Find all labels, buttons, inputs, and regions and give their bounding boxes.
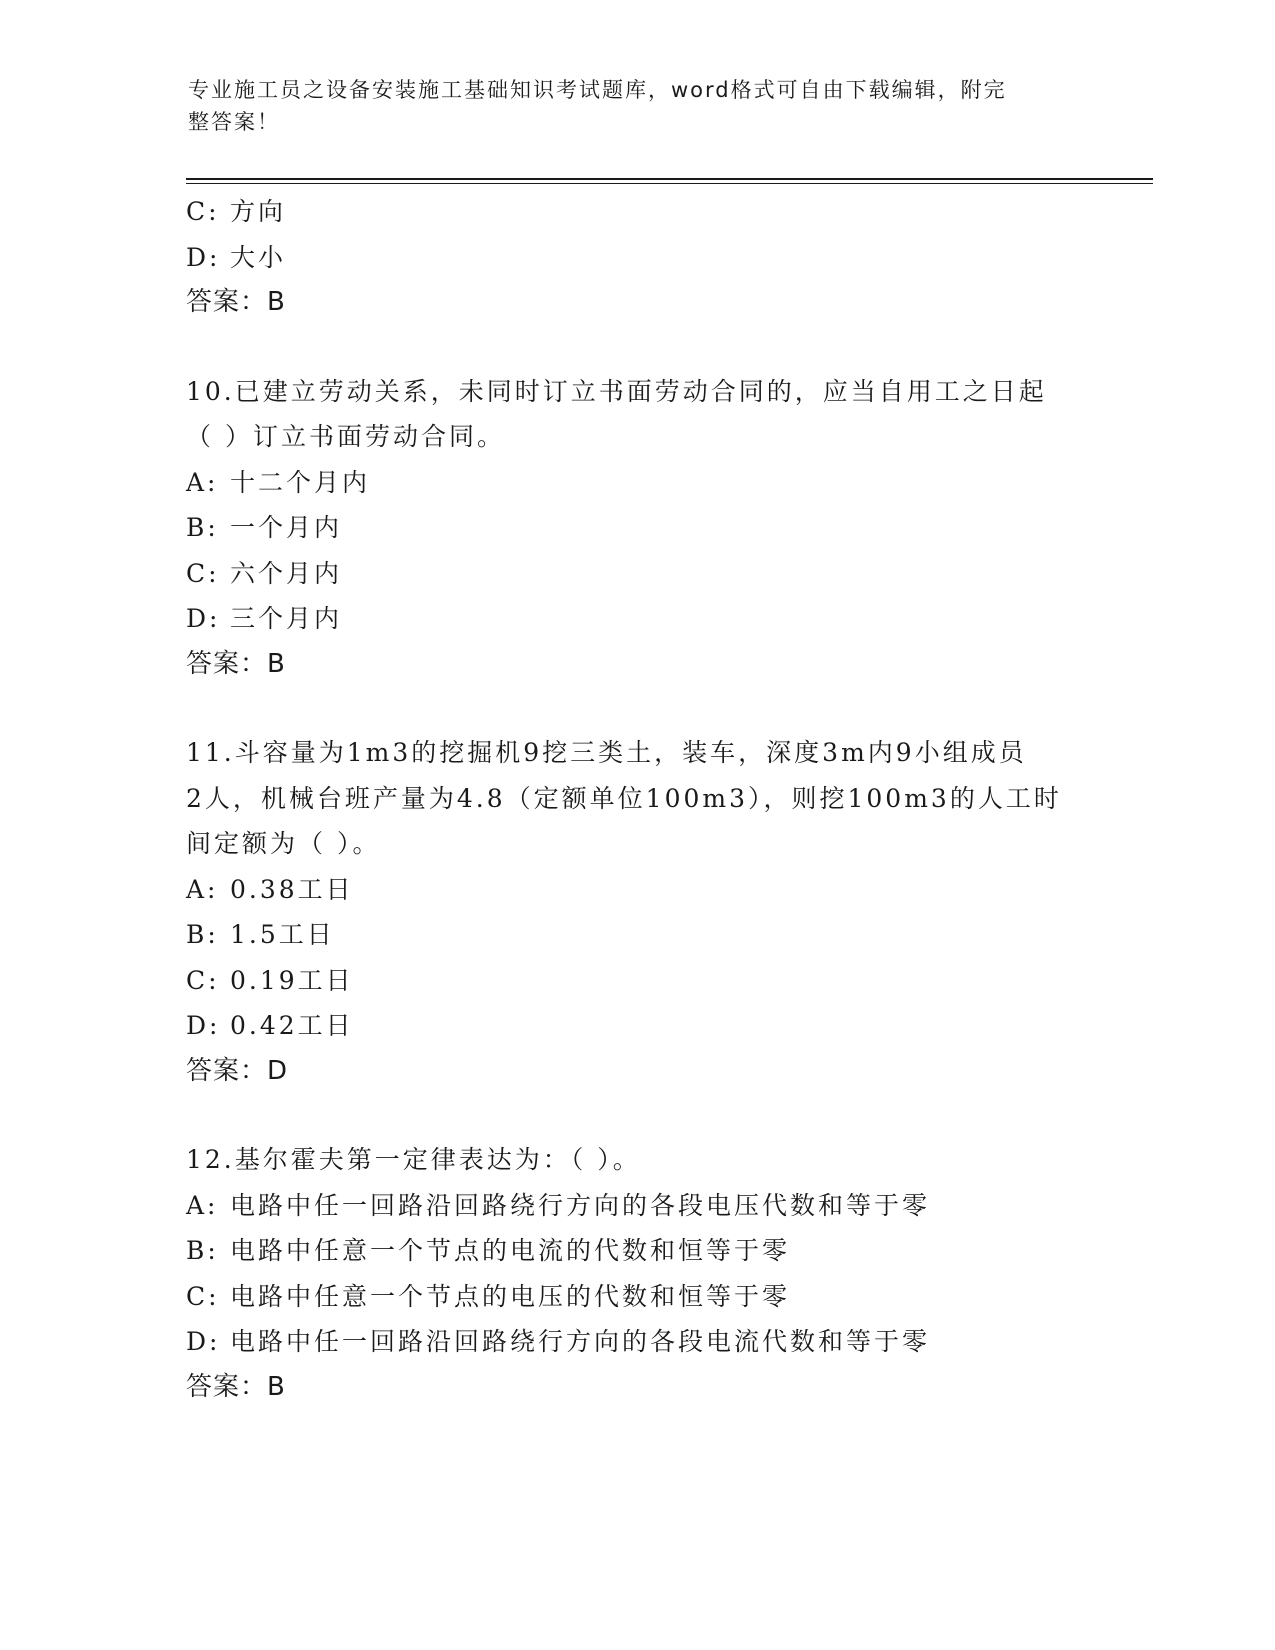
option-key: C: bbox=[186, 558, 220, 588]
option-a bbox=[186, 867, 1086, 913]
option-c bbox=[186, 189, 1086, 235]
question-stem-line: 间定额为（ ）。 bbox=[186, 829, 381, 858]
option-a bbox=[186, 1183, 1086, 1229]
header-line-2: 整答案！ bbox=[188, 110, 280, 134]
option-key: A: bbox=[186, 1190, 219, 1220]
option-c bbox=[186, 1274, 1086, 1320]
question-stem-line: 12.基尔霍夫第一定律表达为：（ ）。 bbox=[186, 1145, 641, 1174]
question-11 bbox=[186, 730, 1086, 1094]
option-text: 电路中任意一个节点的电压的代数和恒等于零 bbox=[230, 1281, 791, 1311]
question-12 bbox=[186, 1137, 1086, 1410]
option-key: C: bbox=[186, 965, 220, 995]
option-text: 0.19工日 bbox=[230, 965, 354, 995]
option-c bbox=[186, 551, 1086, 597]
option-d bbox=[186, 235, 1086, 281]
header-divider-thick bbox=[186, 178, 1153, 180]
option-d bbox=[186, 1319, 1086, 1365]
option-key: B: bbox=[186, 1236, 219, 1265]
option-text: 0.42工日 bbox=[230, 1011, 354, 1040]
question-stem-line: （ ）订立书面劳动合同。 bbox=[186, 422, 505, 451]
option-key: A: bbox=[186, 467, 219, 497]
header-divider-thin bbox=[186, 183, 1153, 184]
option-text: 电路中任一回路沿回路绕行方向的各段电压代数和等于零 bbox=[230, 1190, 931, 1220]
option-text: 0.38工日 bbox=[230, 874, 354, 904]
option-text: 一个月内 bbox=[230, 513, 343, 542]
question-stem-line: 2人，机械台班产量为4.8（定额单位100m3），则挖100m3的人工时 bbox=[186, 783, 1062, 813]
option-a bbox=[186, 460, 1086, 506]
option-key: C: bbox=[186, 197, 220, 226]
option-text: 六个月内 bbox=[230, 558, 343, 588]
option-c bbox=[186, 958, 1086, 1004]
option-key: B: bbox=[186, 513, 219, 542]
answer-line: 答案：B bbox=[186, 648, 286, 679]
option-d bbox=[186, 1003, 1086, 1049]
option-text: 十二个月内 bbox=[230, 467, 371, 497]
option-text: 电路中任意一个节点的电流的代数和恒等于零 bbox=[230, 1236, 791, 1265]
option-key: D: bbox=[186, 604, 221, 633]
option-text: 电路中任一回路沿回路绕行方向的各段电流代数和等于零 bbox=[230, 1327, 931, 1356]
option-text: 三个月内 bbox=[230, 604, 343, 633]
question-stem-line: 11.斗容量为1m3的挖掘机9挖三类土，装车，深度3m内9小组成员 bbox=[186, 738, 1027, 767]
option-d bbox=[186, 596, 1086, 642]
option-b bbox=[186, 912, 1086, 958]
header-line-1: 专业施工员之设备安装施工基础知识考试题库，word格式可自由下载编辑，附完 bbox=[188, 78, 1007, 102]
question-stem-line: 10.已建立劳动关系，未同时订立书面劳动合同的，应当自用工之日起 bbox=[186, 376, 1047, 406]
prev-question bbox=[186, 189, 1086, 326]
question-list bbox=[186, 189, 1086, 1410]
answer-line: 答案：D bbox=[186, 1055, 289, 1086]
option-key: D: bbox=[186, 242, 221, 272]
answer-line: 答案：B bbox=[186, 287, 286, 317]
option-key: D: bbox=[186, 1011, 221, 1040]
question-10 bbox=[186, 369, 1086, 688]
option-b bbox=[186, 505, 1086, 551]
option-text: 方向 bbox=[230, 197, 287, 226]
option-key: D: bbox=[186, 1327, 221, 1356]
page-header bbox=[188, 74, 1068, 138]
option-b bbox=[186, 1228, 1086, 1274]
option-text: 1.5工日 bbox=[230, 920, 335, 949]
option-text: 大小 bbox=[230, 242, 287, 272]
option-key: B: bbox=[186, 920, 219, 949]
option-key: A: bbox=[186, 874, 219, 904]
answer-line: 答案：B bbox=[186, 1371, 286, 1402]
option-key: C: bbox=[186, 1281, 220, 1311]
